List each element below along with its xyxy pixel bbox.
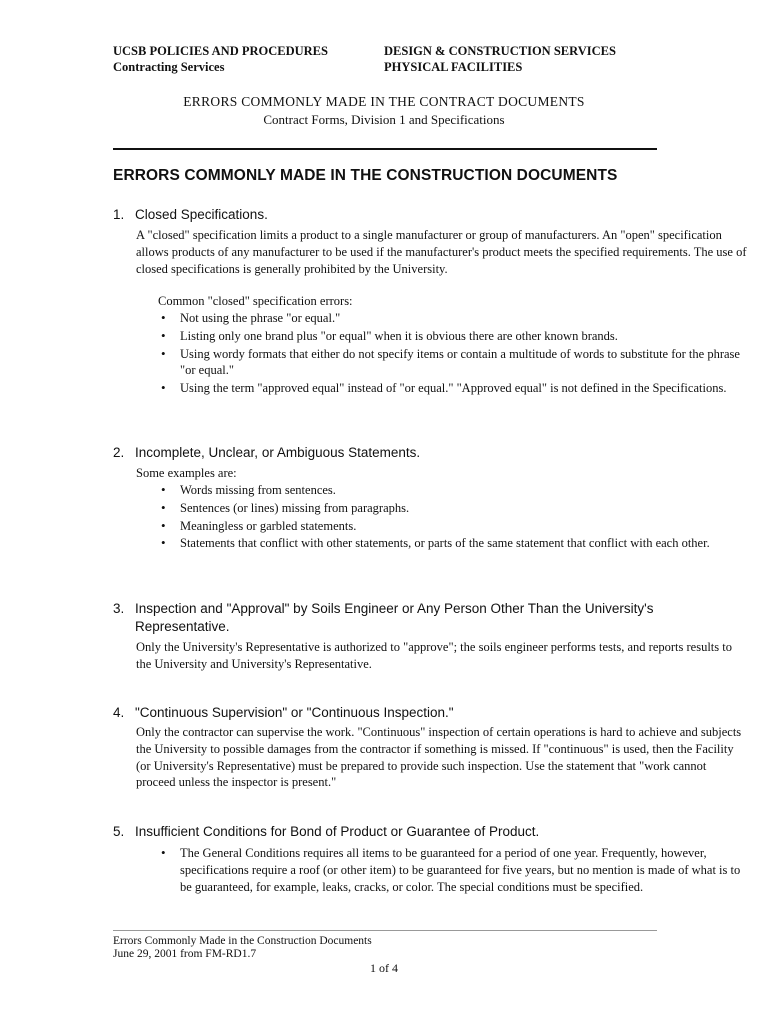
section-1-title [113, 206, 733, 224]
title-divider [113, 148, 657, 150]
document-title: ERRORS COMMONLY MADE IN THE CONTRACT DOCUMENTS [183, 94, 585, 109]
section-2-title [113, 444, 733, 462]
list-item: • Meaningless or garbled statements. [158, 518, 748, 535]
section-4-body: Only the contractor can supervise the work. "Continuous" inspection of certain operations is hard to achieve and subjects the University to possible damages from the contractor if something is missed. If "continuous" is used, then the Facility (or University's Representative) must be prepared to provide such inspection. Use the statement that "work cannot proceed unless the inspector is present." [136, 725, 742, 790]
section-heading: Incomplete, Unclear, or Ambiguous Statements. [135, 445, 421, 460]
list-item: • Listing only one brand plus "or equal" when it is obvious there are other known brands. [158, 328, 748, 345]
header-division: DESIGN & CONSTRUCTION SERVICES [384, 44, 616, 58]
list-item: • Not using the phrase "or equal." [158, 310, 748, 327]
section-2-bullets [158, 482, 748, 553]
page-number: 1 of 4 [370, 961, 398, 975]
section-1-list-intro: Common "closed" specification errors: [158, 294, 353, 308]
section-5-title [113, 823, 733, 841]
section-number: 3. [113, 601, 125, 616]
section-3-title [113, 600, 733, 636]
section-2-list-intro: Some examples are: [136, 466, 237, 480]
header-left [113, 44, 328, 75]
section-5-bullets [158, 845, 748, 896]
section-number: 5. [113, 824, 125, 839]
section-4-title [113, 704, 733, 722]
footer-divider [113, 930, 657, 931]
section-1-body: A "closed" specification limits a product to a single manufacturer or group of manufacturers. An "open" specification allows products of any manufacturer to be used if the manufacturer's product meets the specified requirements. The use of closed specifications is generally prohibited by the University. [136, 228, 747, 276]
section-heading: Inspection and "Approval" by Soils Engineer or Any Person Other Than the University's Representative. [135, 601, 654, 634]
list-item: • Using the term "approved equal" instead of "or equal." "Approved equal" is not defined in the Specifications. [158, 380, 748, 397]
footer-doc-name: Errors Commonly Made in the Construction Documents [113, 935, 372, 947]
section-heading: Insufficient Conditions for Bond of Product or Guarantee of Product. [135, 824, 540, 839]
section-heading: "Continuous Supervision" or "Continuous Inspection." [135, 705, 454, 720]
section-number: 2. [113, 445, 125, 460]
header-org: UCSB POLICIES AND PROCEDURES [113, 44, 328, 58]
main-heading: ERRORS COMMONLY MADE IN THE CONSTRUCTION DOCUMENTS [113, 167, 618, 184]
list-item: • Words missing from sentences. [158, 482, 748, 499]
list-item: • Using wordy formats that either do not specify items or contain a multitude of words to substitute for the phrase "or equal." [158, 346, 748, 380]
document-subtitle: Contract Forms, Division 1 and Specifications [263, 112, 505, 127]
section-3-body: Only the University's Representative is authorized to "approve"; the soils engineer performs tests, and reports results to the University and University's Representative. [136, 640, 732, 671]
section-1-bullets [158, 310, 748, 398]
header-unit: PHYSICAL FACILITIES [384, 59, 523, 74]
section-number: 4. [113, 705, 125, 720]
list-item: • Statements that conflict with other statements, or parts of the same statement that conflict with each other. [158, 535, 748, 552]
section-number: 1. [113, 207, 125, 222]
header-right [384, 44, 616, 75]
header-dept: Contracting Services [113, 59, 225, 74]
section-heading: Closed Specifications. [135, 207, 268, 222]
footer-date: June 29, 2001 from FM-RD1.7 [113, 948, 257, 960]
list-item: • The General Conditions requires all items to be guaranteed for a period of one year. Frequently, however, specifications require a roof (or other item) to be guaranteed for five years, but no mention is made of what is to be guaranteed, for example, leaks, cracks, or color. The special conditions must be specified. [158, 845, 748, 895]
list-item: • Sentences (or lines) missing from paragraphs. [158, 500, 748, 517]
